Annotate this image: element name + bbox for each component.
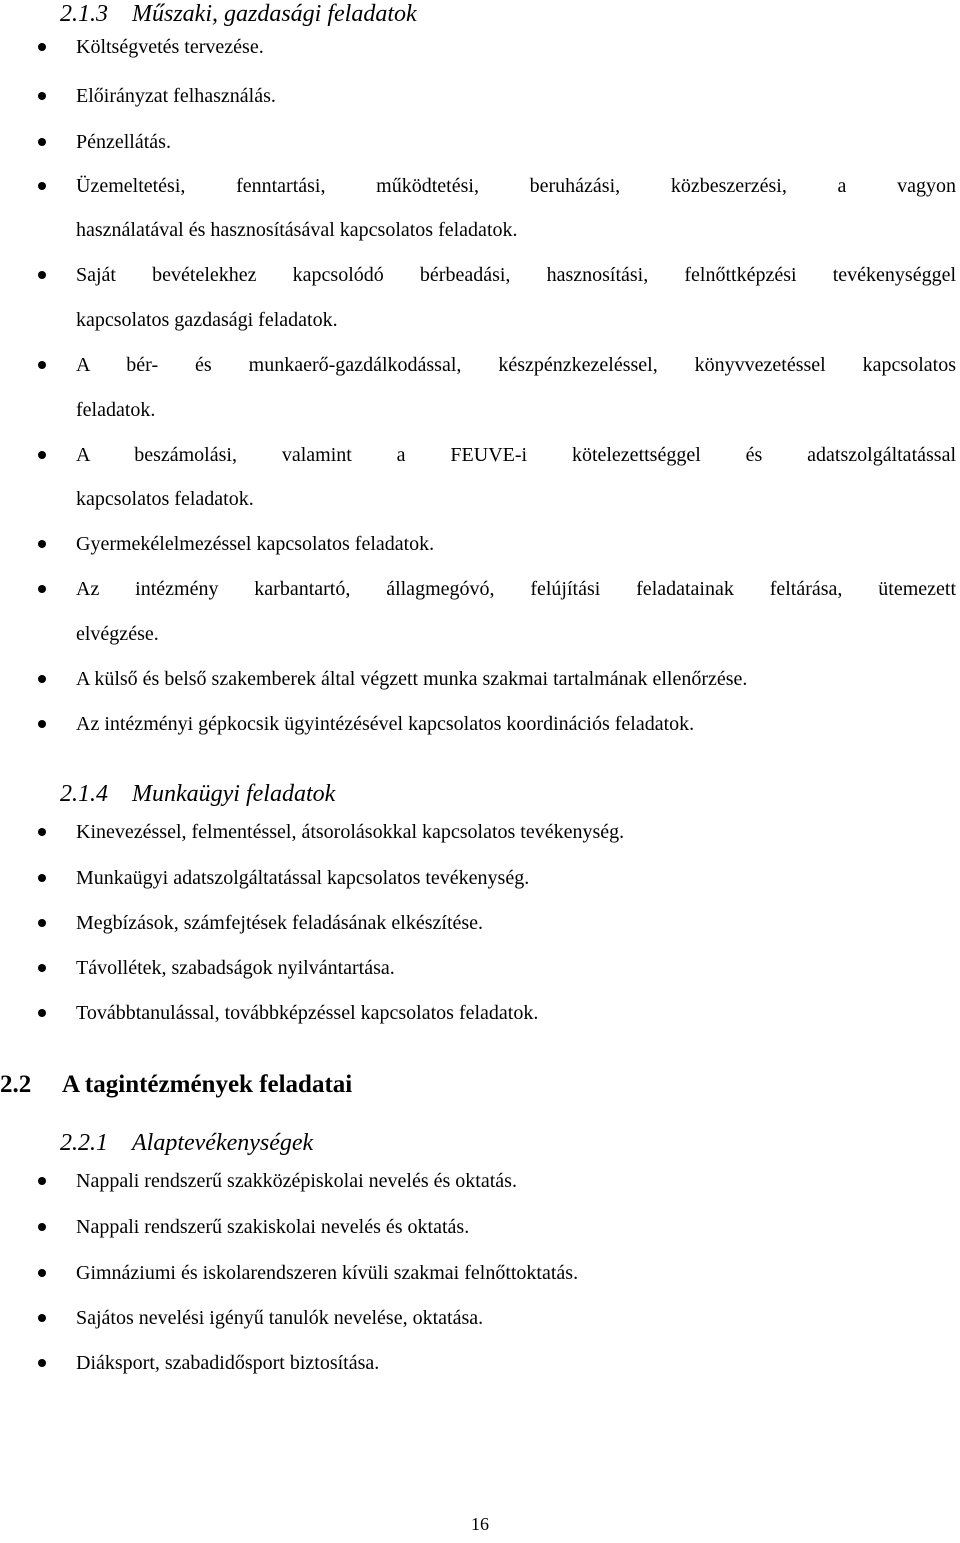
list-item [76,901,956,945]
section-heading-2-2-1 [60,1129,313,1157]
list-item-text: kapcsolatos gazdasági feladatok. [76,309,338,331]
bullet-icon [38,138,46,146]
section-title: Munkaügyi feladatok [132,781,336,807]
bullet-icon [38,92,46,100]
list-item-text: Diáksport, szabadidősport biztosítása. [76,1352,380,1374]
list-item-text: Munkaügyi adatszolgáltatással kapcsolatos tevékenység. [76,867,530,889]
list-item-text: Az intézményi gépkocsik ügyintézésével kapcsolatos koordinációs feladatok. [76,713,695,735]
list-item [76,810,956,854]
bullet-icon [38,1223,46,1231]
bullet-icon [38,919,46,927]
list-item-text: Előirányzat felhasználás. [76,85,276,107]
bullet-icon [38,720,46,728]
list-item [76,120,956,164]
list-item [76,253,956,297]
list-item-text: Nappali rendszerű szakközépiskolai nevelés és oktatás. [76,1170,517,1192]
list-item-text: Sajátos nevelési igényű tanulók nevelése, oktatása. [76,1307,484,1329]
list-item-continuation [76,477,956,521]
list-item-continuation [76,612,956,656]
section-title: Műszaki, gazdasági feladatok [132,1,417,27]
section-heading-2-1-3 [60,0,417,28]
list-item-continuation [76,298,956,342]
section-title: Alaptevékenységek [132,1130,314,1156]
list-item-text: Üzemeltetési, fenntartási, működtetési, beruházási, közbeszerzési, a vagyon [76,175,956,197]
list-item-text: használatával és hasznosításával kapcsolatos feladatok. [76,219,518,241]
bullet-icon [38,271,46,279]
page-number: 16 [471,1514,489,1534]
list-item [76,433,956,477]
list-item-text: Pénzellátás. [76,131,171,153]
list-item-text: Távollétek, szabadságok nyilvántartása. [76,957,395,979]
list-item-text: A beszámolási, valamint a FEUVE-i kötelezettséggel és adatszolgáltatással [76,444,956,466]
bullet-icon [38,361,46,369]
list-item [76,164,956,208]
list-item-text: A külső és belső szakemberek által végzett munka szakmai tartalmának ellenőrzése. [76,668,748,690]
list-item-text: Nappali rendszerű szakiskolai nevelés és oktatás. [76,1216,470,1238]
bullet-icon [38,451,46,459]
bullet-icon [38,675,46,683]
list-item [76,657,956,701]
bullet-icon [38,1269,46,1277]
bullet-icon [38,1359,46,1367]
section-heading-2-2 [0,1070,352,1100]
list-item-text: feladatok. [76,399,156,421]
section-number: 2.1.3 [60,1,108,27]
list-item [76,702,956,746]
list-item [76,25,956,69]
bullet-icon [38,540,46,548]
list-item [76,1159,956,1203]
bullet-icon [38,1009,46,1017]
list-item [76,856,956,900]
list-item-text: Gimnáziumi és iskolarendszeren kívüli szakmai felnőttoktatás. [76,1262,579,1284]
section-number: 2.2 [0,1071,32,1098]
list-item-text: A bér- és munkaerő-gazdálkodással, készpénzkezeléssel, könyvvezetéssel kapcsolatos [76,354,956,376]
section-number: 2.1.4 [60,781,108,807]
list-item [76,74,956,118]
bullet-icon [38,964,46,972]
bullet-icon [38,874,46,882]
list-item-text: Továbbtanulással, továbbképzéssel kapcsolatos feladatok. [76,1002,539,1024]
bullet-icon [38,43,46,51]
list-item [76,946,956,990]
list-item [76,343,956,387]
list-item-text: kapcsolatos feladatok. [76,488,254,510]
list-item-text: elvégzése. [76,623,159,645]
bullet-icon [38,1177,46,1185]
list-item [76,1341,956,1385]
bullet-icon [38,828,46,836]
bullet-icon [38,585,46,593]
list-item [76,1205,956,1249]
list-item-text: Kinevezéssel, felmentéssel, átsorolásokkal kapcsolatos tevékenység. [76,821,625,843]
section-number: 2.2.1 [60,1130,108,1156]
bullet-icon [38,1314,46,1322]
list-item-continuation [76,208,956,252]
list-item-continuation [76,388,956,432]
list-item-text: Az intézmény karbantartó, állagmegóvó, felújítási feladatainak feltárása, ütemezett [76,578,956,600]
list-item-text: Megbízások, számfejtések feladásának elkészítése. [76,912,484,934]
list-item-text: Gyermekélelmezéssel kapcsolatos feladatok. [76,533,435,555]
list-item [76,1296,956,1340]
bullet-icon [38,182,46,190]
list-item [76,1251,956,1295]
list-item-text: Saját bevételekhez kapcsolódó bérbeadási, hasznosítási, felnőttképzési tevékenységgel [76,264,956,286]
list-item [76,567,956,611]
list-item [76,991,956,1035]
section-heading-2-1-4 [60,780,335,808]
list-item [76,522,956,566]
section-title: A tagintézmények feladatai [62,1071,353,1098]
list-item-text: Költségvetés tervezése. [76,36,264,58]
